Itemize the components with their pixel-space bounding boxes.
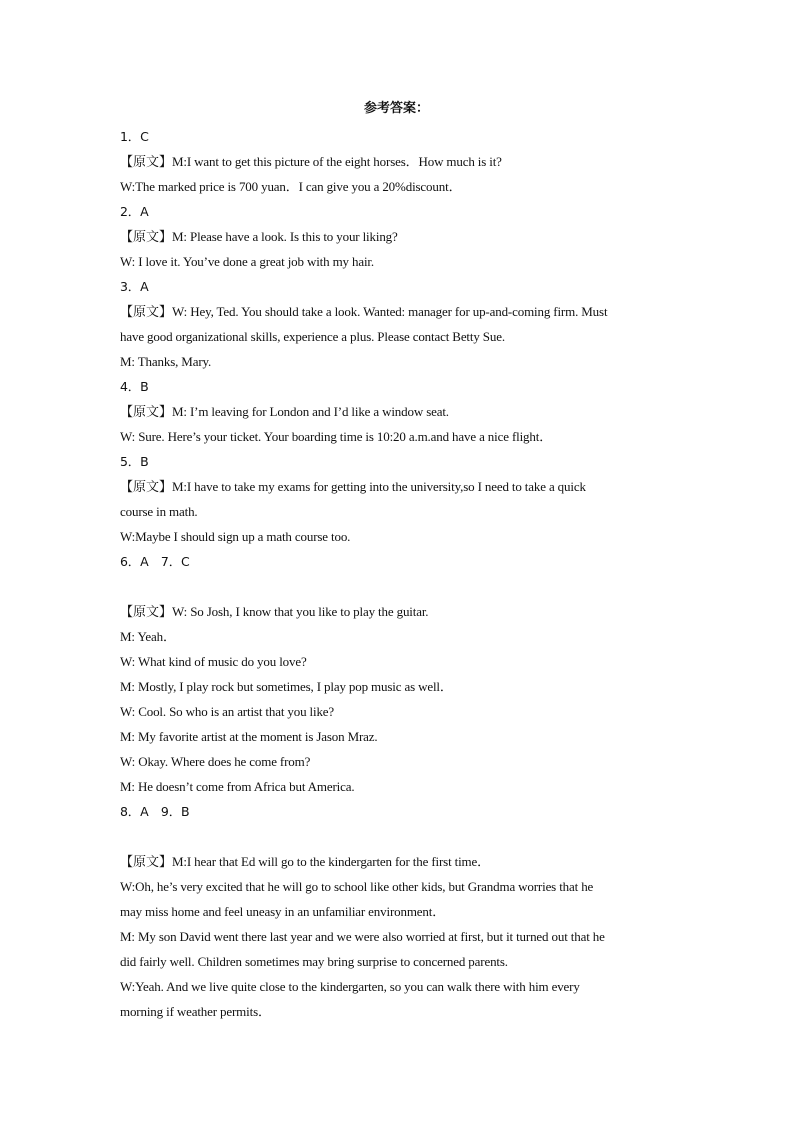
transcript-line: course in math. (120, 504, 198, 519)
answer-line: 1．C (120, 129, 149, 144)
transcript-start-line (120, 224, 680, 249)
transcript-line: W: Sure. Here’s your ticket. Your boarding time is 10:20 a.m.and have a nice flight． (120, 429, 553, 444)
transcript-line: M: Yeah． (120, 629, 176, 644)
transcript-text: W: So Josh, I know that you like to play the guitar. (172, 604, 429, 619)
transcript-line: M: My favorite artist at the moment is Jason Mraz. (120, 729, 378, 744)
transcript-line: M: Mostly, I play rock but sometimes, I play pop music as well． (120, 679, 453, 694)
transcript-text: W: Hey, Ted. You should take a look. Wanted: manager for up-and-coming firm. Must (172, 304, 608, 319)
transcript-text: M:I want to get this picture of the eight horses．How much is it? (172, 154, 502, 169)
transcript-line: W:Oh, he’s very excited that he will go to school like other kids, but Grandma worries that he (120, 879, 594, 894)
answer-line: 5．B (120, 454, 149, 469)
original-text-tag: 【原文】 (120, 305, 173, 320)
transcript-start-line (120, 299, 680, 324)
transcript-start-line (120, 399, 680, 424)
transcript-line: may miss home and feel uneasy in an unfamiliar environment． (120, 904, 446, 919)
original-text-tag: 【原文】 (120, 480, 173, 495)
blank-line (120, 824, 680, 849)
blank-line (120, 574, 680, 599)
transcript-line: morning if weather permits． (120, 1004, 271, 1019)
original-text-tag: 【原文】 (120, 405, 173, 420)
transcript-text: M:I hear that Ed will go to the kindergarten for the first time． (172, 854, 490, 869)
answer-line: 6．A 7．C (120, 554, 190, 569)
original-text-tag: 【原文】 (120, 230, 173, 245)
transcript-text: M: Please have a look. Is this to your liking? (172, 229, 398, 244)
transcript-line: W: Okay. Where does he come from? (120, 754, 311, 769)
transcript-start-line (120, 849, 680, 874)
transcript-line: M: He doesn’t come from Africa but America. (120, 779, 355, 794)
transcript-line: M: My son David went there last year and we were also worried at first, but it turned out that he (120, 929, 605, 944)
original-text-tag: 【原文】 (120, 605, 173, 620)
transcript-line: W: Cool. So who is an artist that you like? (120, 704, 335, 719)
transcript-line: have good organizational skills, experience a plus. Please contact Betty Sue. (120, 329, 505, 344)
answer-key-body (120, 124, 680, 1024)
transcript-line: M: Thanks, Mary. (120, 354, 212, 369)
transcript-line: W: What kind of music do you love? (120, 654, 307, 669)
answer-line: 4．B (120, 379, 149, 394)
transcript-start-line (120, 474, 680, 499)
transcript-line: W:Yeah. And we live quite close to the kindergarten, so you can walk there with him every (120, 979, 580, 994)
transcript-line: W: I love it. You’ve done a great job with my hair. (120, 254, 374, 269)
original-text-tag: 【原文】 (120, 155, 173, 170)
answer-line: 3．A (120, 279, 149, 294)
transcript-start-line (120, 599, 680, 624)
answer-line: 2．A (120, 204, 149, 219)
transcript-line: did fairly well. Children sometimes may bring surprise to concerned parents. (120, 954, 508, 969)
transcript-text: M: I’m leaving for London and I’d like a window seat. (172, 404, 449, 419)
transcript-line: W:The marked price is 700 yuan．I can give you a 20%discount． (120, 179, 462, 194)
original-text-tag: 【原文】 (120, 855, 173, 870)
page-title: 参考答案： (363, 101, 429, 116)
answer-line: 8．A 9．B (120, 804, 190, 819)
transcript-line: W:Maybe I should sign up a math course too. (120, 529, 351, 544)
transcript-start-line (120, 149, 680, 174)
transcript-text: M:I have to take my exams for getting into the university,so I need to take a quick (172, 479, 586, 494)
